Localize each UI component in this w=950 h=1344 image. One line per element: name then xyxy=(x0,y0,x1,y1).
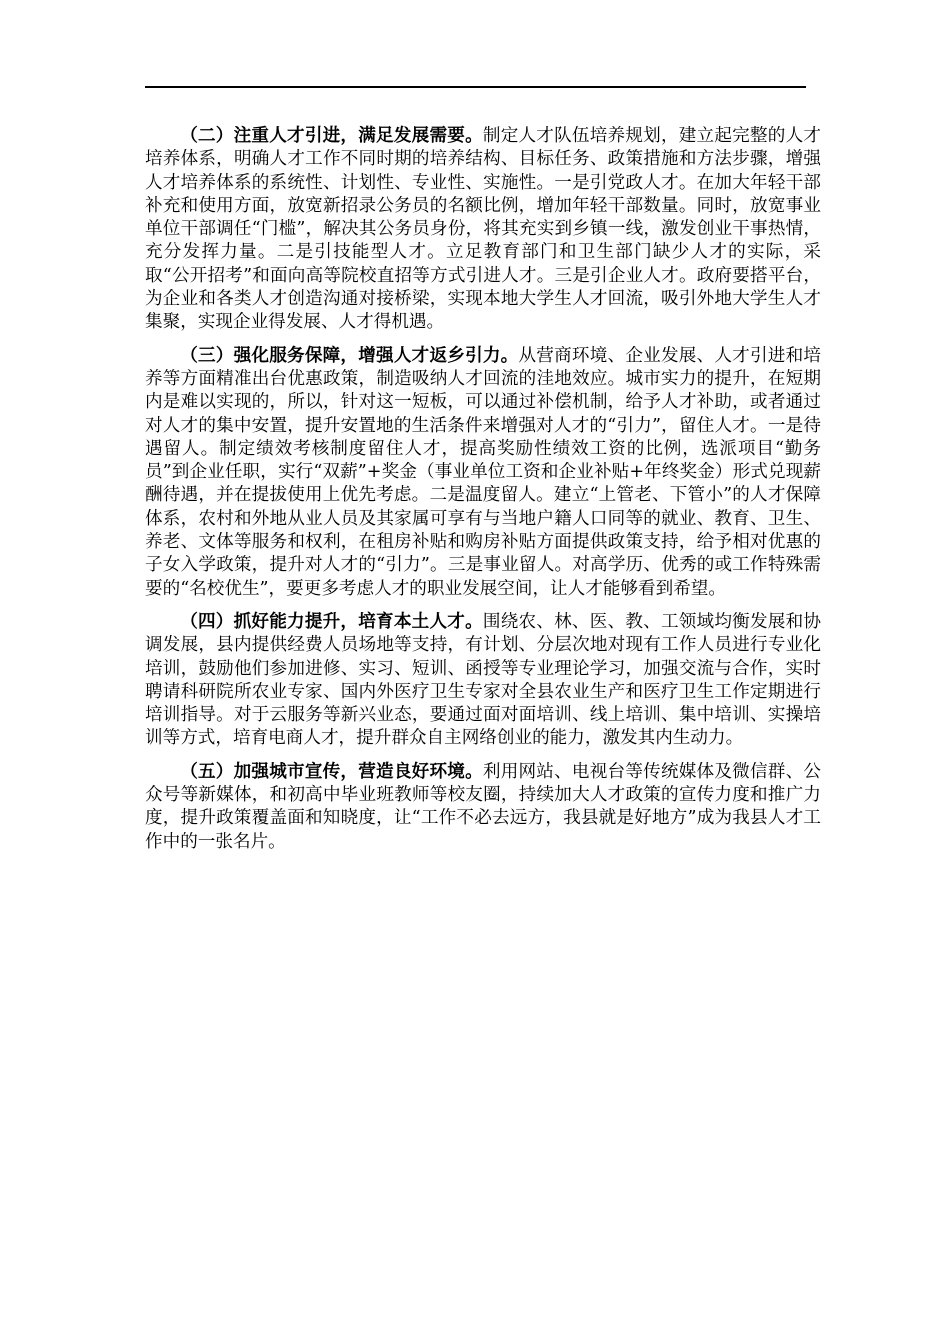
paragraph-heading: （三）强化服务保障，增强人才返乡引力。 xyxy=(180,344,519,366)
paragraph-heading: （四）抓好能力提升，培育本土人才。 xyxy=(180,610,483,632)
header-rule xyxy=(145,86,806,88)
paragraph-text: 利用网站、电视台等传统媒体及微信群、公众号等新媒体，和初高中毕业班教师等校友圈，持续加大人才政策的宣传力度和推广力度，提升政策覆盖面和知晓度，让“工作不必去远方，我县就是好地方”成为我县人才工作中的一张名片。 xyxy=(145,761,821,852)
paragraph-text: 从营商环境、企业发展、人才引进和培养等方面精准出台优惠政策，制造吸纳人才回流的洼地效应。城市实力的提升，在短期内是难以实现的，所以，针对这一短板，可以通过补偿机制，给予人才补助，或者通过对人才的集中安置，提升安置地的生活条件来增强对人才的“引力”，留住人才。一是待遇留人。制定绩效考核制度留住人才，提高奖励性绩效工资的比例，选派项目“勤务员”到企业任职，实行“双薪”+奖金（事业单位工资和企业补贴+年终奖金）形式兑现薪酬待遇，并在提拔使用上优先考虑。二是温度留人。建立“上管老、下管小”的人才保障体系，农村和外地从业人员及其家属可享有与当地户籍人口同等的就业、教育、卫生、养老、文体等服务和权利，在租房补贴和购房补贴方面提供政策支持，给予相对优惠的子女入学政策，提升对人才的“引力”。三是事业留人。对高学历、优秀的或工作特殊需要的“名校优生”，要更多考虑人才的职业发展空间，让人才能够看到希望。 xyxy=(145,345,821,599)
paragraph-talent-introduction xyxy=(145,124,821,335)
paragraph-text: 制定人才队伍培养规划，建立起完整的人才培养体系，明确人才工作不同时期的培养结构、目标任务、政策措施和方法步骤，增强人才培养体系的系统性、计划性、专业性、实施性。一是引党政人才。在加大年轻干部补充和使用方面，放宽新招录公务员的名额比例，增加年轻干部数量。同时，放宽事业单位干部调任“门槛”，解决其公务员身份，将其充实到乡镇一线，激发创业干事热情，充分发挥力量。二是引技能型人才。立足教育部门和卫生部门缺少人才的实际，采取“公开招考”和面向高等院校直招等方式引进人才。三是引企业人才。政府要搭平台，为企业和各类人才创造沟通对接桥梁，实现本地大学生人才回流，吸引外地大学生人才集聚，实现企业得发展、人才得机遇。 xyxy=(145,126,821,333)
paragraph-text: 围绕农、林、医、教、工领域均衡发展和协调发展，县内提供经费人员场地等支持，有计划、分层次地对现有工作人员进行专业化培训，鼓励他们参加进修、实习、短训、函授等专业理论学习，加强交流与合作，实时聘请科研院所农业专家、国内外医疗卫生专家对全县农业生产和医疗卫生工作定期进行培训指导。对于云服务等新兴业态，要通过面对面培训、线上培训、集中培训、实操培训等方式，培育电商人才，提升群众自主网络创业的能力，激发其内生动力。 xyxy=(145,611,821,749)
document-body xyxy=(145,124,821,863)
paragraph-heading: （二）注重人才引进，满足发展需要。 xyxy=(180,125,483,146)
paragraph-service-guarantee xyxy=(145,344,821,601)
paragraph-capacity-building xyxy=(145,610,821,751)
paragraph-heading: （五）加强城市宣传，营造良好环境。 xyxy=(180,760,483,782)
paragraph-city-publicity xyxy=(145,760,821,854)
